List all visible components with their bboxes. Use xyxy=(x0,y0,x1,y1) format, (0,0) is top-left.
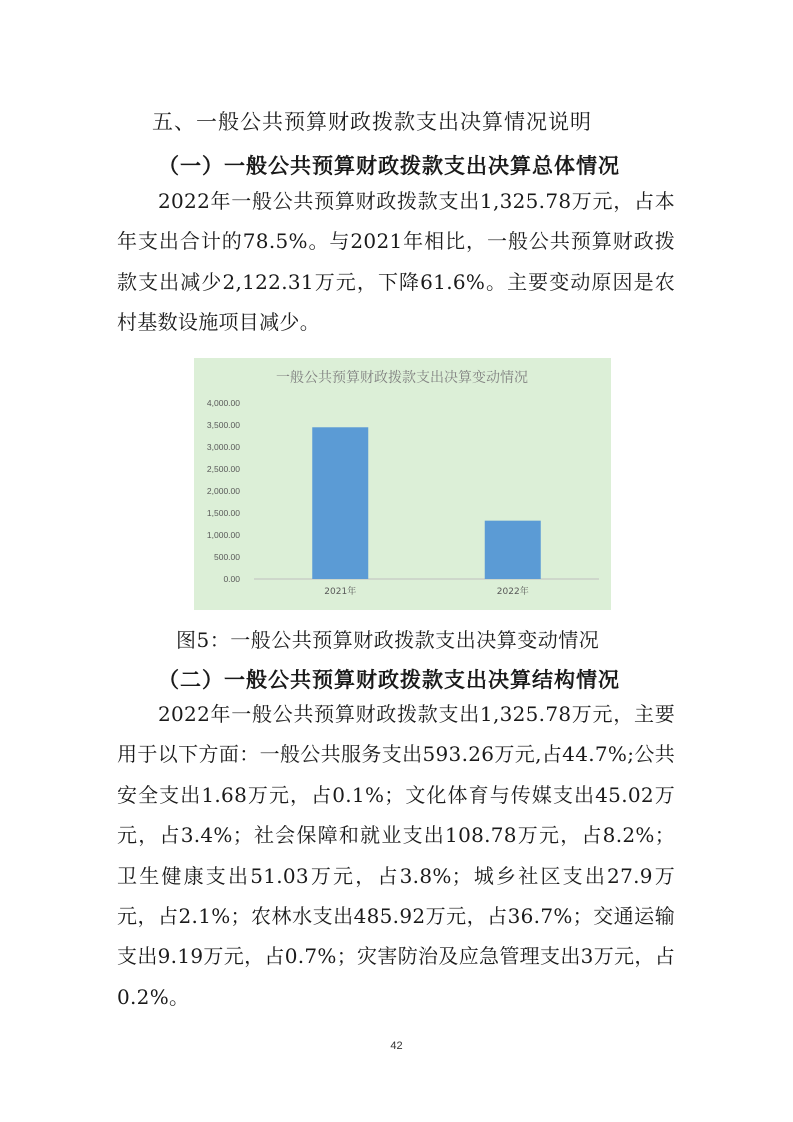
x-tick-label: 2021年 xyxy=(324,587,357,597)
subsection-title-1: （一）一般公共预算财政拨款支出决算总体情况 xyxy=(158,154,620,178)
paragraph-structure: 2022年一般公共预算财政拨款支出1,325.78万元，主要用于以下方面：一般公共服务支出593.26万元,占44.7%;公共安全支出1.68万元，占0.1%；文化体育与传媒支出45.02万元，占3.4%；社会保障和就业支出108.78万元，占8.2%；卫生健康支出51.03万元，占3.8%；城乡社区支出27.9万元，占2.1%；农林水支出485.92万元，占36.7%；交通运输支出9.19万元，占0.7%；灾害防治及应急管理支出3万元，占0.2%。 xyxy=(117,702,675,1009)
x-tick-label: 2022年 xyxy=(496,587,529,597)
y-tick-label: 500.00 xyxy=(214,552,240,562)
y-tick-label: 0.00 xyxy=(223,574,240,584)
y-tick-label: 1,500.00 xyxy=(206,508,240,518)
y-tick-label: 3,500.00 xyxy=(206,420,240,430)
subsection-title-2: （二）一般公共预算财政拨款支出决算结构情况 xyxy=(158,668,620,692)
page-number: 42 xyxy=(390,1040,403,1052)
y-tick-label: 2,500.00 xyxy=(206,464,240,474)
chart-canvas xyxy=(194,358,611,610)
figure-caption: 图5：一般公共预算财政拨款支出决算变动情况 xyxy=(176,628,600,652)
section-title: 五、一般公共预算财政拨款支出决算情况说明 xyxy=(152,110,592,134)
bar-2021年 xyxy=(312,427,368,579)
chart-title: 一般公共预算财政拨款支出决算变动情况 xyxy=(276,370,528,386)
y-tick-label: 3,000.00 xyxy=(206,442,240,452)
y-tick-label: 4,000.00 xyxy=(206,398,240,408)
bar-2022年 xyxy=(485,521,541,579)
y-tick-label: 2,000.00 xyxy=(206,486,240,496)
paragraph-overall: 2022年一般公共预算财政拨款支出1,325.78万元，占本年支出合计的78.5%。与2021年相比，一般公共预算财政拨款支出减少2,122.31万元，下降61.6%。主要变动原因是农村基数设施项目减少。 xyxy=(117,189,675,335)
y-tick-label: 1,000.00 xyxy=(206,530,240,540)
bar-chart xyxy=(194,358,611,610)
